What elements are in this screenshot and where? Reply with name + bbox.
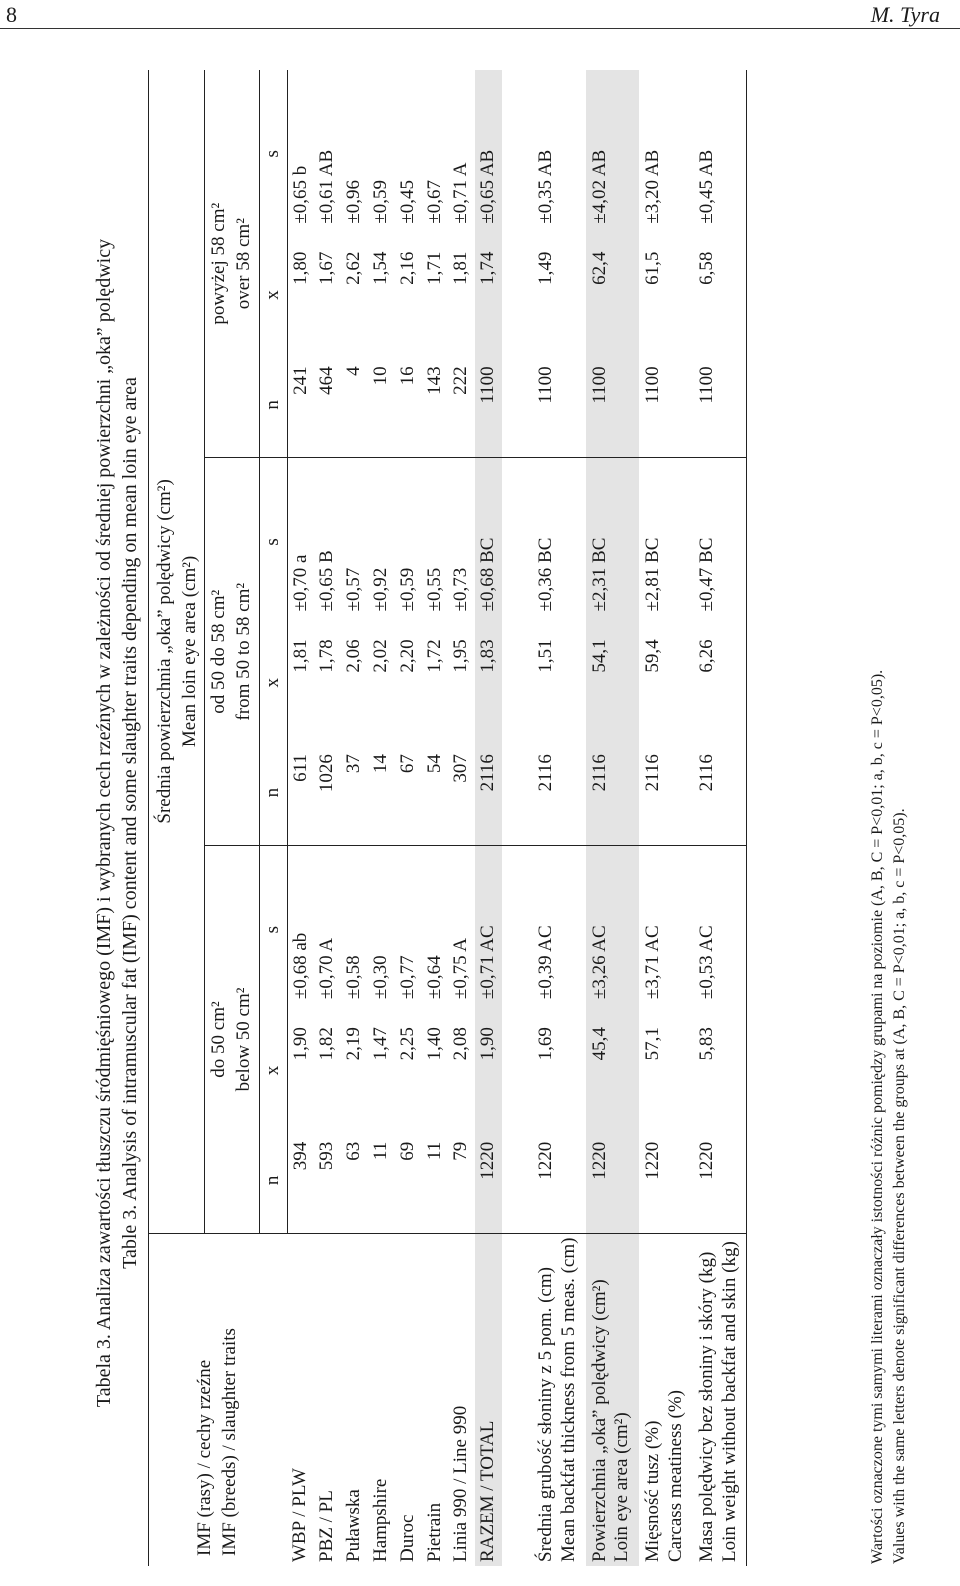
col-head-n: n — [259, 352, 287, 458]
cell-n: 16 — [395, 352, 422, 458]
cell-x: 59,4 — [642, 639, 664, 673]
cell-x: 1,71 — [423, 251, 445, 285]
cell-n: 1100 — [532, 352, 586, 458]
col-head-n: n — [259, 740, 287, 846]
cell-x: 1,72 — [423, 639, 445, 673]
col-head-x: x — [259, 238, 287, 353]
cell-s: ±0,92 — [369, 567, 391, 612]
cell-s: ±4,02 AB — [586, 70, 640, 238]
cell-s: ±0,64 — [423, 955, 445, 1000]
col-head-n: n — [259, 1128, 287, 1234]
table-row — [341, 70, 368, 1566]
cell-x: 1,69 — [534, 1027, 556, 1061]
trait-label: Średnia grubość słoniny z 5 pom. (cm) Mean backfat thickness from 5 meas. (cm) — [534, 1237, 579, 1562]
col-head-s: s — [259, 458, 287, 625]
cell-x: 1,82 — [316, 1027, 338, 1061]
trait-label: Masa polędwicy bez słoniny i skóry (kg) Loin weight without backfat and skin (kg) — [693, 1233, 747, 1566]
cell-x: 1,47 — [369, 1027, 391, 1061]
cell-x: 6,58 — [693, 238, 747, 353]
cell-n: 1100 — [639, 352, 693, 458]
cell-s: ±3,71 AC — [642, 925, 664, 1000]
col-head-x: x — [259, 1013, 287, 1128]
cell-s: ±3,26 AC — [586, 846, 640, 1013]
cell-x: 1,51 — [534, 639, 556, 673]
cell-s: ±0,77 — [396, 955, 418, 1000]
col-head-x: x — [259, 625, 287, 740]
cell-n: 63 — [341, 1128, 368, 1234]
cell-n: 1100 — [693, 352, 747, 458]
cell-n: 2116 — [586, 740, 640, 846]
cell-n: 69 — [395, 1128, 422, 1234]
cell-n: 11 — [422, 1128, 449, 1234]
cell-s: ±0,45 — [396, 179, 418, 224]
cell-x: 1,81 — [450, 251, 472, 285]
trait-label: Powierzchnia „oka” polędwicy (cm²) Loin eye area (cm²) — [586, 1233, 640, 1566]
cell-x: 1,83 — [475, 625, 502, 740]
cell-n: 14 — [368, 740, 395, 846]
cell-s: ±0,71 A — [450, 162, 472, 224]
header-rule — [0, 28, 960, 29]
cell-s: ±0,70 A — [316, 937, 338, 1000]
row-label: PBZ / PL — [316, 1490, 338, 1562]
running-author: M. Tyra — [870, 2, 940, 27]
footnote-pl: Wartości oznaczone tymi samymi literami oznaczały istotności różnic pomiędzy grupami na poziomie (A, B, C = P<0,01; a, b, c = P<0,05). — [869, 669, 886, 1564]
cell-n: 4 — [341, 352, 368, 458]
cell-x: 2,62 — [343, 251, 365, 285]
cell-s: ±0,65 B — [316, 550, 338, 612]
page-header — [0, 0, 960, 26]
table-row — [448, 70, 475, 1566]
row-label: Linia 990 / Line 990 — [450, 1405, 472, 1562]
cell-x: 1,80 — [289, 251, 311, 285]
cell-x: 5,83 — [693, 1013, 747, 1128]
cell-s: ±0,65 b — [289, 165, 311, 224]
cell-s: ±0,47 BC — [693, 458, 747, 625]
row-label: Duroc — [396, 1514, 418, 1562]
cell-x: 1,78 — [316, 639, 338, 673]
cell-x: 2,25 — [396, 1027, 418, 1061]
row-label: Pietrain — [423, 1502, 445, 1562]
mean-loin-eye-header: Średnia powierzchnia „oka” polędwicy (cm²) Mean loin eye area (cm²) — [149, 70, 205, 1233]
group-header-50-58: od 50 do 58 cm² from 50 to 58 cm² — [205, 458, 259, 846]
cell-s: ±0,73 — [450, 567, 472, 612]
cell-s: ±0,61 AB — [316, 149, 338, 224]
cell-n: 1100 — [586, 352, 640, 458]
cell-n: 464 — [314, 352, 341, 458]
cell-n: 1220 — [475, 1128, 502, 1234]
row-label: WBP / PLW — [289, 1468, 311, 1562]
total-row — [475, 70, 502, 1566]
cell-n: 593 — [314, 1128, 341, 1234]
row-header-label: IMF (rasy) / cechy rzeźne IMF (breeds) / slaughter traits — [149, 1233, 288, 1566]
cell-s: ±0,53 AC — [693, 846, 747, 1013]
cell-s: ±0,65 AB — [475, 70, 502, 238]
table-row — [422, 70, 449, 1566]
table-caption-pl: Tabela 3. Analiza zawartości tłuszczu śródmięśniowego (IMF) i wybranych cech rzeźnych w zależności od średniej powierzchni „oka” polędwicy — [93, 238, 115, 1408]
cell-x: 1,74 — [475, 238, 502, 353]
cell-s: ±0,35 AB — [534, 149, 556, 224]
cell-n: 143 — [422, 352, 449, 458]
cell-x: 61,5 — [642, 251, 664, 285]
cell-n: 2116 — [475, 740, 502, 846]
cell-x: 1,90 — [289, 1027, 311, 1061]
cell-n: 307 — [448, 740, 475, 846]
table-row — [368, 70, 395, 1566]
cell-x: 2,06 — [343, 639, 365, 673]
cell-s: ±0,96 — [343, 179, 365, 224]
cell-n: 241 — [287, 352, 314, 458]
cell-n: 79 — [448, 1128, 475, 1234]
cell-x: 62,4 — [586, 238, 640, 353]
group-header-below-50: do 50 cm² below 50 cm² — [205, 846, 259, 1234]
row-label: RAZEM / TOTAL — [475, 1233, 502, 1566]
cell-x: 1,49 — [534, 251, 556, 285]
cell-s: ±0,68 ab — [289, 932, 311, 1000]
footnote-en: Values with the same letters denote significant differences between the groups at (A, B, C = P<0,01; a, b, c = P<0,05). — [891, 808, 908, 1564]
col-head-s: s — [259, 70, 287, 238]
trait-row — [532, 70, 586, 1566]
cell-x: 57,1 — [642, 1027, 664, 1061]
table-row — [287, 70, 314, 1566]
cell-s: ±0,30 — [369, 955, 391, 1000]
cell-n: 1220 — [586, 1128, 640, 1234]
cell-n: 611 — [287, 740, 314, 846]
rotated-table-area — [40, 70, 920, 1576]
cell-x: 1,40 — [423, 1027, 445, 1061]
cell-x: 1,67 — [316, 251, 338, 285]
cell-s: ±0,55 — [423, 567, 445, 612]
cell-s: ±0,67 — [423, 179, 445, 224]
cell-x: 54,1 — [586, 625, 640, 740]
table-caption-en: Table 3. Analysis of intramuscular fat (IMF) content and some slaughter traits depending on mean loin eye area — [119, 377, 141, 1269]
cell-n: 394 — [287, 1128, 314, 1234]
cell-n: 2116 — [532, 740, 586, 846]
cell-s: ±0,59 — [396, 567, 418, 612]
cell-s: ±0,59 — [369, 179, 391, 224]
cell-x: 1,95 — [450, 639, 472, 673]
cell-x: 6,26 — [693, 625, 747, 740]
col-head-s: s — [259, 846, 287, 1013]
results-table — [148, 70, 747, 1566]
cell-s: ±2,31 BC — [586, 458, 640, 625]
spacer-row — [502, 70, 532, 1566]
group-header-over-58: powyżej 58 cm² over 58 cm² — [205, 70, 259, 458]
cell-n: 67 — [395, 740, 422, 846]
cell-n: 2116 — [693, 740, 747, 846]
cell-x: 2,19 — [343, 1027, 365, 1061]
cell-s: ±0,57 — [343, 567, 365, 612]
trait-row — [639, 70, 693, 1566]
row-label: Puławska — [343, 1489, 365, 1562]
cell-n: 11 — [368, 1128, 395, 1234]
cell-n: 1026 — [314, 740, 341, 846]
cell-n: 10 — [368, 352, 395, 458]
trait-row — [693, 70, 747, 1566]
cell-x: 2,08 — [450, 1027, 472, 1061]
cell-s: ±0,71 AC — [475, 846, 502, 1013]
row-label: Hampshire — [369, 1478, 391, 1562]
cell-s: ±0,45 AB — [693, 70, 747, 238]
cell-x: 1,81 — [289, 639, 311, 673]
cell-s: ±0,68 BC — [475, 458, 502, 625]
cell-x: 2,20 — [396, 639, 418, 673]
table-row — [395, 70, 422, 1566]
cell-n: 1220 — [693, 1128, 747, 1234]
page-number: 8 — [6, 2, 17, 27]
cell-n: 1220 — [639, 1128, 693, 1234]
cell-n: 37 — [341, 740, 368, 846]
table-row — [314, 70, 341, 1566]
cell-n: 1100 — [475, 352, 502, 458]
cell-x: 45,4 — [586, 1013, 640, 1128]
cell-x: 2,02 — [369, 639, 391, 673]
cell-s: ±2,81 BC — [642, 537, 664, 612]
cell-s: ±0,70 a — [289, 554, 311, 612]
cell-s: ±0,36 BC — [534, 537, 556, 612]
cell-n: 1220 — [532, 1128, 586, 1234]
trait-label: Mięsność tusz (%) Carcass meatiness (%) — [642, 1390, 686, 1562]
cell-x: 2,16 — [396, 251, 418, 285]
cell-s: ±3,20 AB — [642, 149, 664, 224]
cell-x: 1,54 — [369, 251, 391, 285]
cell-n: 2116 — [639, 740, 693, 846]
cell-x: 1,90 — [475, 1013, 502, 1128]
trait-row — [586, 70, 640, 1566]
cell-s: ±0,58 — [343, 955, 365, 1000]
cell-s: ±0,75 A — [450, 937, 472, 1000]
cell-n: 222 — [448, 352, 475, 458]
cell-n: 54 — [422, 740, 449, 846]
cell-s: ±0,39 AC — [534, 925, 556, 1000]
